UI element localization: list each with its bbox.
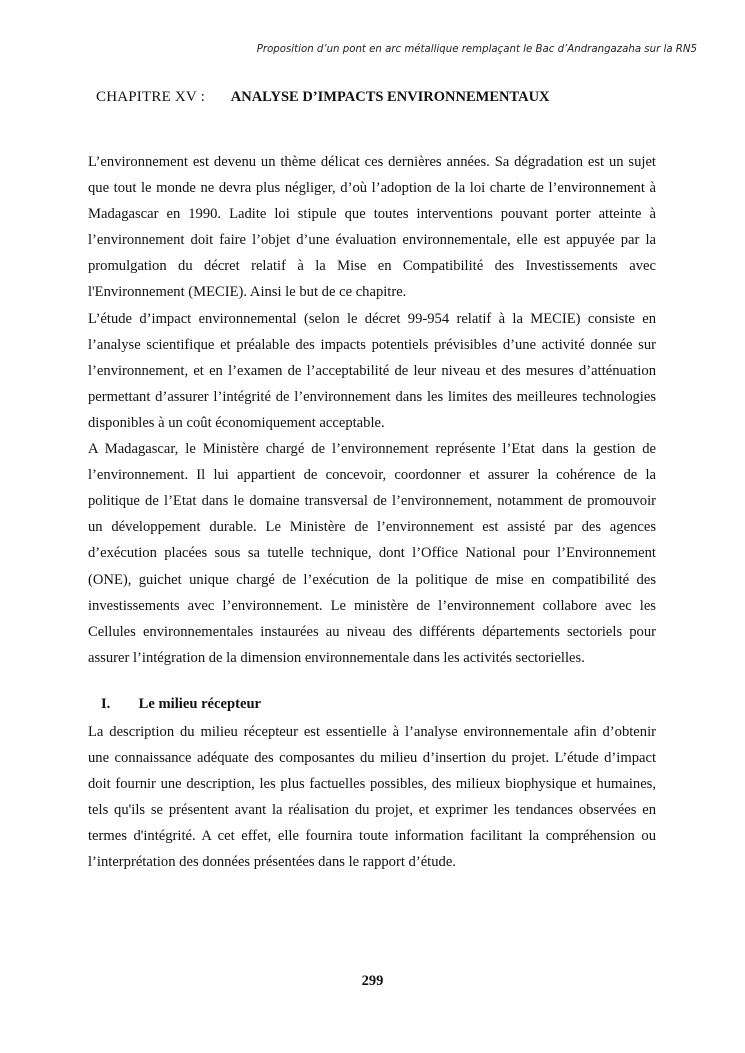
chapter-title: ANALYSE D’IMPACTS ENVIRONNEMENTAUX (230, 89, 550, 105)
section-text-block (88, 719, 656, 876)
chapter-number: CHAPITRE XV : (96, 89, 205, 105)
section-title: Le milieu récepteur (138, 696, 262, 712)
section-heading (101, 696, 261, 713)
section-paragraph: La description du milieu récepteur est essentielle à l’analyse environnementale afin d’obtenir une connaissance adéquate des composantes du milieu d’insertion du projet. L’étude d’impact doit fournir une description, les plus factuelles possibles, des milieux biophysique et humaines, tels qu'ils se présentent avant la réalisation du projet, et exprimer les tendances observées en termes d'intégrité. A cet effet, elle fournira toute information facilitant la compréhension ou l’interprétation des données présentées dans le rapport d’étude. (88, 724, 656, 871)
running-header: Proposition d’un pont en arc métallique remplaçant le Bac d’Andrangazaha sur la RN5 (256, 44, 697, 55)
section-number: I. (101, 696, 111, 712)
chapter-heading (96, 89, 550, 106)
intro-text-block (88, 149, 656, 671)
intro-paragraph-1: L’environnement est devenu un thème délicat ces dernières années. Sa dégradation est un sujet que tout le monde ne devra plus négliger, d’où l’adoption de la loi charte de l’environnement à Madagascar en 1990. Ladite loi stipule que toutes interventions pouvant porter atteinte à l’environnement doit faire l’objet d’une évaluation environnementale, elle est appuyée par la promulgation du décret relatif à la Mise en Compatibilité des Investissements avec l'Environnement (MECIE). Ainsi le but de ce chapitre. (88, 154, 656, 301)
intro-paragraph-2: L’étude d’impact environnemental (selon le décret 99-954 relatif à la MECIE) consiste en l’analyse scientifique et préalable des impacts potentiels prévisibles d’une activité donnée sur l’environnement, et en l’examen de l’acceptabilité de leur niveau et des mesures d’atténuation permettant d’assurer l’intégrité de l’environnement dans les limites des meilleures technologies disponibles à un coût économiquement acceptable. (88, 310, 656, 431)
intro-paragraph-3: A Madagascar, le Ministère chargé de l’environnement représente l’Etat dans la gestion de l’environnement. Il lui appartient de concevoir, coordonner et assurer la cohérence de la politique de l’Etat dans le domaine transversal de l’environnement, notamment de promouvoir un développement durable. Le Ministère de l’environnement est assisté par des agences d’exécution placées sous sa tutelle technique, dont l’Office National pour l’Environnement (ONE), guichet unique chargé de l’exécution de la politique de mise en compatibilité des investissements avec l’environnement. Le ministère de l’environnement collabore avec les Cellules environnementales instaurées au niveau des différents départements sectoriels pour assurer l’intégration de la dimension environnementale dans les activités sectorielles. (88, 441, 656, 666)
page-number: 299 (361, 973, 384, 989)
